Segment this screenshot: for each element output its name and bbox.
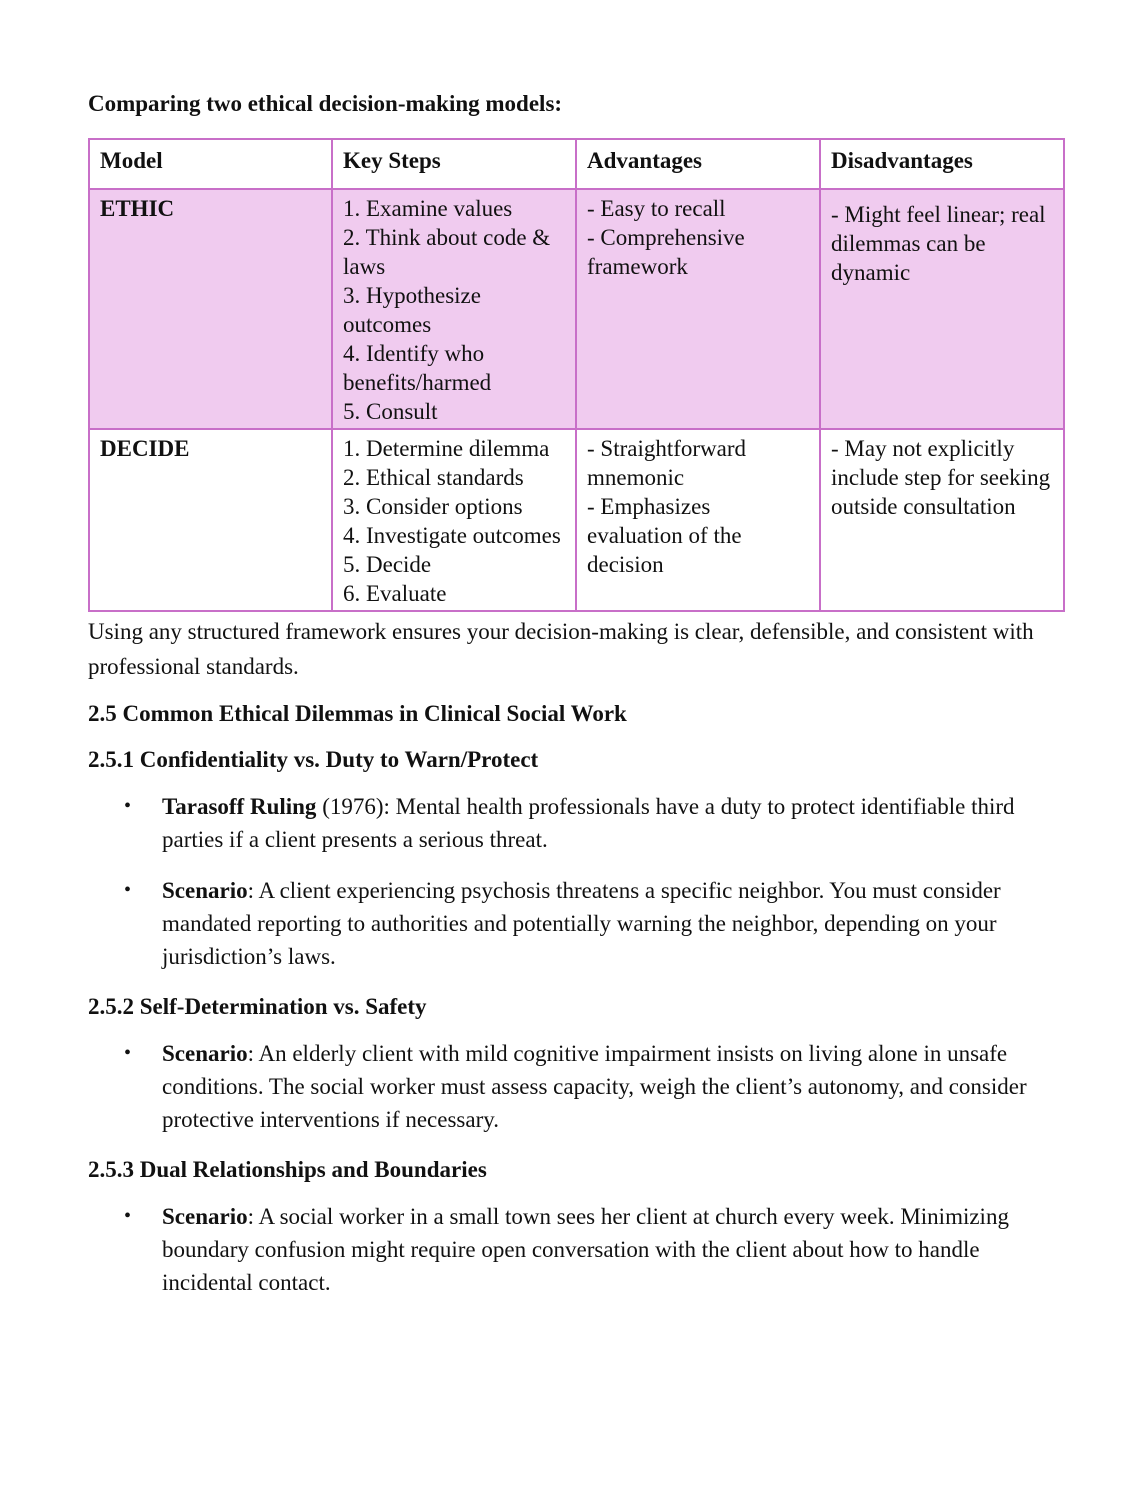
bullet-list [88, 790, 1063, 973]
step-item: 1. Determine dilemma [343, 436, 550, 461]
disadvantages-cell [820, 189, 1064, 429]
table-row-decide [89, 429, 1064, 611]
disadvantage-item: - Might feel linear; real dilemmas can be dynamic [831, 202, 1046, 285]
model-name: ETHIC [89, 189, 332, 429]
summary-paragraph: Using any structured framework ensures your decision-making is clear, defensible, and consistent with professional standards. [88, 619, 1034, 679]
advantage-item: - Easy to recall [587, 196, 726, 221]
table-header-row [89, 139, 1064, 189]
list-item [88, 1200, 1063, 1299]
bullet-list [88, 1037, 1063, 1136]
advantage-item: - Straightforward mnemonic [587, 436, 747, 490]
bullet-icon: • [124, 1042, 132, 1064]
item-text: : An elderly client with mild cognitive impairment insists on living alone in unsafe conditions. The social worker must assess capacity, weigh the client’s autonomy, and consider protective interventions if necessary. [162, 1041, 1027, 1132]
step-item: 5. Decide [343, 552, 432, 577]
bullet-icon: • [124, 795, 132, 817]
header-model: Model [89, 139, 332, 189]
item-text: (1976): Mental health professionals have a duty to protect identifiable third parties if a client presents a serious threat. [162, 794, 1015, 852]
list-item [88, 790, 1063, 856]
header-advantages: Advantages [576, 139, 820, 189]
header-key-steps: Key Steps [332, 139, 576, 189]
bullet-icon: • [124, 879, 132, 901]
subsection-heading-confidentiality: 2.5.1 Confidentiality vs. Duty to Warn/Protect [88, 747, 539, 772]
models-comparison-table [88, 138, 1065, 612]
step-item: 3. Hypothesize outcomes [343, 283, 481, 337]
subsection-heading-dual-relationships: 2.5.3 Dual Relationships and Boundaries [88, 1157, 487, 1182]
bold-term: Tarasoff Ruling [162, 794, 317, 819]
header-disadvantages: Disadvantages [820, 139, 1064, 189]
step-item: 4. Investigate outcomes [343, 523, 561, 548]
document-page [88, 88, 1063, 1317]
list-item [88, 874, 1063, 973]
bold-term: Scenario [162, 878, 248, 903]
bold-term: Scenario [162, 1041, 248, 1066]
key-steps-cell [332, 189, 576, 429]
subsection-heading-self-determination: 2.5.2 Self-Determination vs. Safety [88, 994, 427, 1019]
step-item: 4. Identify who benefits/harmed [343, 341, 492, 395]
item-text: : A client experiencing psychosis threatens a specific neighbor. You must consider mandated reporting to authorities and potentially warning the neighbor, depending on your jurisdiction’s laws. [162, 878, 1001, 969]
item-text: : A social worker in a small town sees her client at church every week. Minimizing boundary confusion might require open conversation with the client about how to handle incidental contact. [162, 1204, 1009, 1295]
step-item: 1. Examine values [343, 196, 513, 221]
section-heading: 2.5 Common Ethical Dilemmas in Clinical Social Work [88, 701, 627, 726]
bold-term: Scenario [162, 1204, 248, 1229]
model-name: DECIDE [89, 429, 332, 611]
step-item: 2. Ethical standards [343, 465, 524, 490]
disadvantages-cell [820, 429, 1064, 611]
table-intro: Comparing two ethical decision-making models: [88, 91, 563, 116]
advantages-cell [576, 429, 820, 611]
step-item: 6. Evaluate [343, 581, 447, 606]
bullet-icon: • [124, 1205, 132, 1227]
step-item: 2. Think about code & laws [343, 225, 551, 279]
list-item [88, 1037, 1063, 1136]
step-item: 3. Consider options [343, 494, 523, 519]
advantage-item: - Emphasizes evaluation of the decision [587, 494, 742, 577]
step-item: 5. Consult [343, 399, 438, 424]
key-steps-cell [332, 429, 576, 611]
disadvantage-item: - May not explicitly include step for seeking outside consultation [831, 436, 1051, 519]
advantages-cell [576, 189, 820, 429]
bullet-list [88, 1200, 1063, 1299]
advantage-item: - Comprehensive framework [587, 225, 745, 279]
table-row-ethic [89, 189, 1064, 429]
